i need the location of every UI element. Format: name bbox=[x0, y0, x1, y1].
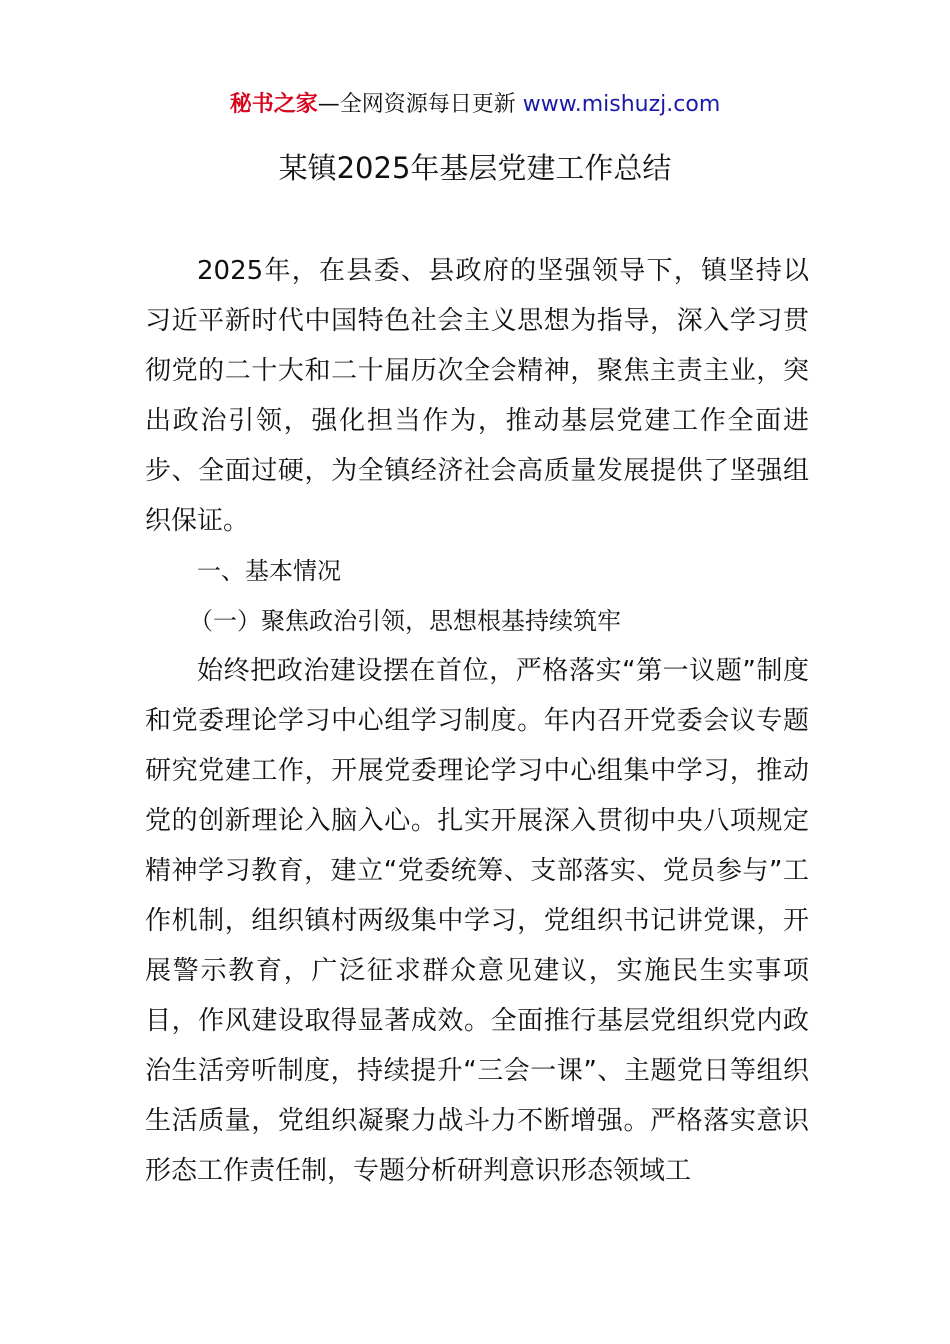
site-header bbox=[0, 88, 950, 122]
site-brand: 秘书之家 bbox=[229, 92, 318, 117]
intro-paragraph: 2025年，在县委、县政府的坚强领导下，镇坚持以习近平新时代中国特色社会主义思想为指导，深入学习贯彻党的二十大和二十届历次全会精神，聚焦主责主业，突出政治引领，强化担当作为，推动基层党建工作全面进步、全面过硬，为全镇经济社会高质量发展提供了坚强组织保证。 bbox=[145, 256, 809, 536]
site-tagline: —全网资源每日更新 bbox=[317, 92, 516, 117]
document-title: 某镇2025年基层党建工作总结 bbox=[278, 151, 672, 185]
subsection-paragraph: 始终把政治建设摆在首位，严格落实“第一议题”制度和党委理论学习中心组学习制度。年内召开党委会议专题研究党建工作，开展党委理论学习中心组集中学习，推动党的创新理论入脑入心。扎实开展深入贯彻中央八项规定精神学习教育，建立“党委统筹、支部落实、党员参与”工作机制，组织镇村两级集中学习，党组织书记讲党课，开展警示教育，广泛征求群众意见建议，实施民生实事项目，作风建设取得显著成效。全面推行基层党组织党内政治生活旁听制度，持续提升“三会一课”、主题党日等组织生活质量，党组织凝聚力战斗力不断增强。严格落实意识形态工作责任制，专题分析研判意识形态领域工 bbox=[145, 656, 809, 1186]
section-heading: 一、基本情况 bbox=[197, 557, 341, 585]
site-url-link[interactable]: www.mishuzj.com bbox=[522, 92, 721, 117]
document-body bbox=[145, 246, 809, 1196]
subsection-heading: （一）聚焦政治引领，思想根基持续筑牢 bbox=[189, 607, 621, 635]
